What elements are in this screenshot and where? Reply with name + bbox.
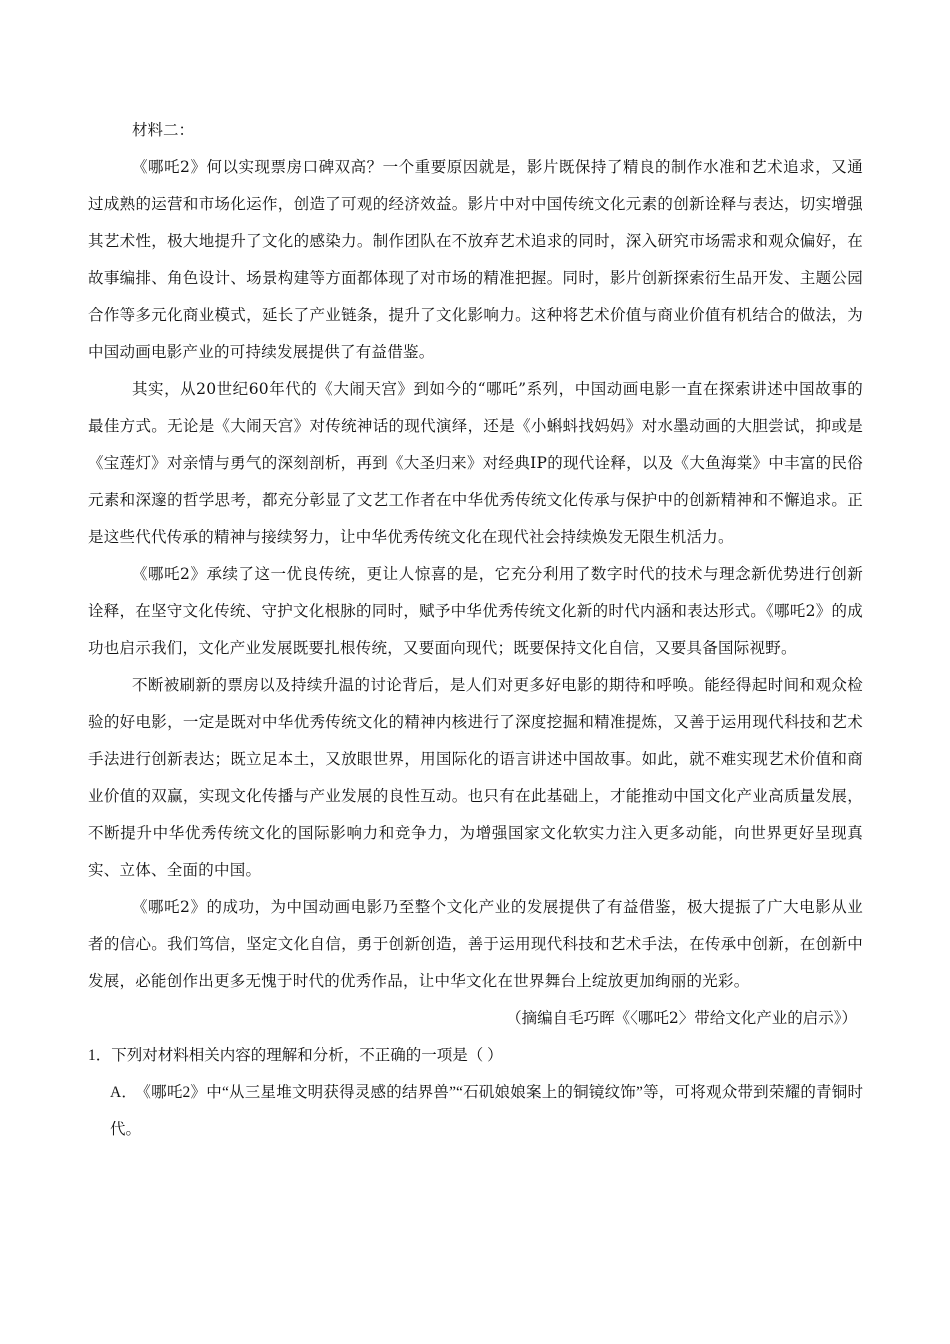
material-heading: 材料二： <box>132 121 195 139</box>
material-paragraph-5: 《哪吒2》的成功，为中国动画电影乃至整个文化产业的发展提供了有益借鉴，极大提振了广大电影从业者的信心。我们笃信，坚定文化自信，勇于创新创造，善于运用现代科技和艺术手法，在传承中创新，在创新中发展，必能创作出更多无愧于时代的优秀作品，让中华文化在世界舞台上绽放更加绚丽的光彩。 <box>88 898 863 990</box>
material-paragraph-4: 不断被刷新的票房以及持续升温的讨论背后，是人们对更多好电影的期待和呼唤。能经得起时间和观众检验的好电影，一定是既对中华优秀传统文化的精神内核进行了深度挖掘和精准提炼，又善于运用现代科技和艺术手法进行创新表达；既立足本土，又放眼世界，用国际化的语言讲述中国故事。如此，就不难实现艺术价值和商业价值的双赢，实现文化传播与产业发展的良性互动。也只有在此基础上，才能推动中国文化产业高质量发展，不断提升中华优秀传统文化的国际影响力和竞争力，为增强国家文化软实力注入更多动能，向世界更好呈现真实、立体、全面的中国。 <box>88 676 863 879</box>
question-option-a <box>88 1074 863 1148</box>
material-paragraph-3: 《哪吒2》承续了这一优良传统，更让人惊喜的是，它充分利用了数字时代的技术与理念新优势进行创新诠释，在坚守文化传统、守护文化根脉的同时，赋予中华优秀传统文化新的时代内涵和表达形式。《哪吒2》的成功也启示我们，文化产业发展既要扎根传统，又要面向现代；既要保持文化自信，又要具备国际视野。 <box>88 565 863 657</box>
material-paragraph-2: 其实，从20世纪60年代的《大闹天宫》到如今的“哪吒”系列，中国动画电影一直在探索讲述中国故事的最佳方式。无论是《大闹天宫》对传统神话的现代演绎，还是《小蝌蚪找妈妈》对水墨动画的大胆尝试，抑或是《宝莲灯》对亲情与勇气的深刻剖析，再到《大圣归来》对经典IP的现代诠释，以及《大鱼海棠》中丰富的民俗元素和深邃的哲学思考，都充分彰显了文艺工作者在中华优秀传统文化传承与保护中的创新精神和不懈追求。正是这些代代传承的精神与接续努力，让中华优秀传统文化在现代社会持续焕发无限生机活力。 <box>88 380 863 546</box>
question-stem: 1．下列对材料相关内容的理解和分析，不正确的一项是（ ） <box>88 1047 503 1064</box>
material-paragraph-1: 《哪吒2》何以实现票房口碑双高？一个重要原因就是，影片既保持了精良的制作水准和艺术追求，又通过成熟的运营和市场化运作，创造了可观的经济效益。影片中对中国传统文化元素的创新诠释与表达，切实增强其艺术性，极大地提升了文化的感染力。制作团队在不放弃艺术追求的同时，深入研究市场需求和观众偏好，在故事编排、角色设计、场景构建等方面都体现了对市场的精准把握。同时，影片创新探索衍生品开发、主题公园合作等多元化商业模式，延长了产业链条，提升了文化影响力。这种将艺术价值与商业价值有机结合的做法，为中国动画电影产业的可持续发展提供了有益借鉴。 <box>88 158 863 361</box>
option-text: 《哪吒2》中“从三星堆文明获得灵感的结界兽”“石矶娘娘案上的铜镜纹饰”等，可将观众带到荣耀的青铜时代。 <box>110 1084 863 1138</box>
document-page <box>88 112 863 1148</box>
material-source: （摘编自毛巧晖《〈哪吒2〉带给文化产业的启示》） <box>506 1009 857 1027</box>
option-letter: A． <box>110 1084 138 1101</box>
